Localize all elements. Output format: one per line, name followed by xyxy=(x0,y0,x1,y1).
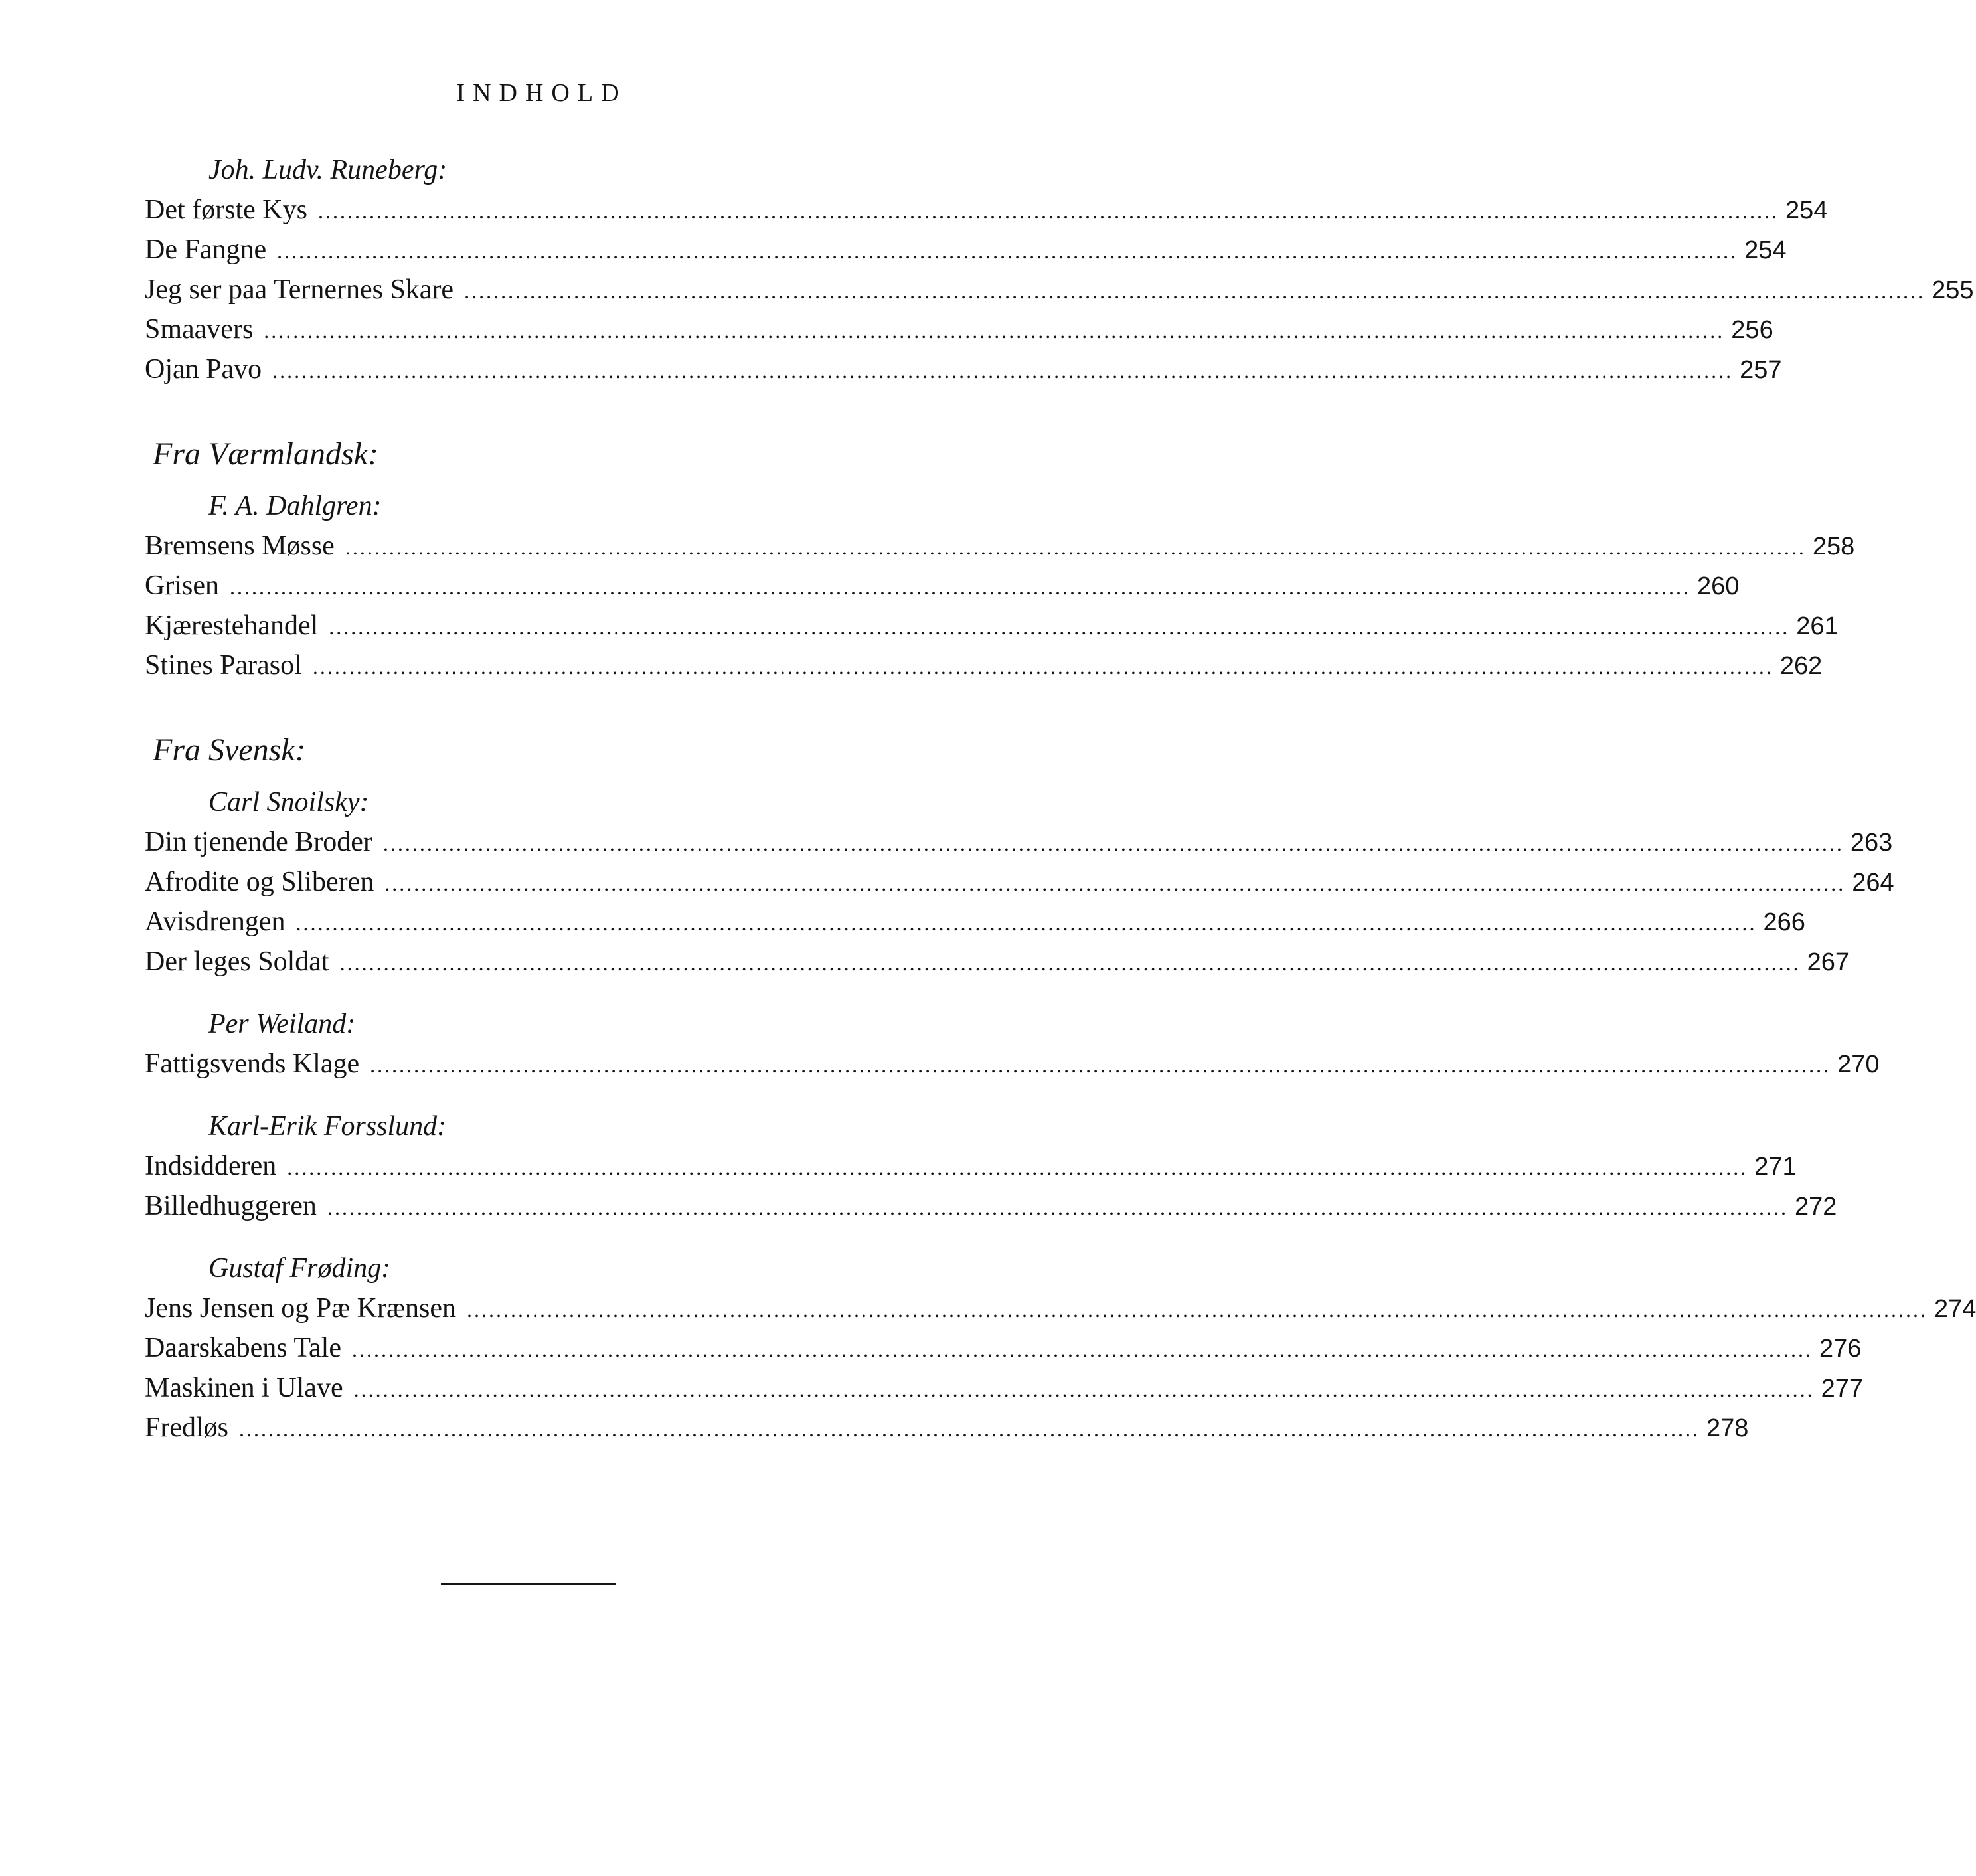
entry-title: Bremsens Møsse xyxy=(145,531,335,561)
entry-page-number: 277 xyxy=(1821,1375,1863,1403)
entry-title: Stines Parasol xyxy=(145,650,302,681)
entry-page-number: 254 xyxy=(1785,197,1828,224)
entry-page-number: 274 xyxy=(1934,1295,1976,1323)
entry-title: Kjærestehandel xyxy=(145,610,319,641)
dot-leader: ........................................................................................................................................................................................................ xyxy=(317,199,1779,223)
toc-section xyxy=(145,730,1976,1452)
dot-leader: ........................................................................................................................................................................................................ xyxy=(229,575,1690,599)
dot-leader: ........................................................................................................................................................................................................ xyxy=(353,1377,1815,1401)
entry-title: Grisen xyxy=(145,570,219,601)
toc-entry[interactable] xyxy=(145,313,1773,353)
table-of-contents xyxy=(145,151,1976,1452)
toc-entry[interactable] xyxy=(145,1150,1797,1190)
dot-leader: ........................................................................................................................................................................................................ xyxy=(464,279,1926,303)
entry-page-number: 256 xyxy=(1731,316,1773,344)
entry-title: Jens Jensen og Pæ Krænsen xyxy=(145,1293,456,1323)
toc-entry[interactable] xyxy=(145,946,1849,985)
entry-page-number: 263 xyxy=(1850,829,1893,857)
author-group xyxy=(145,151,1974,393)
toc-entry[interactable] xyxy=(145,1190,1837,1230)
toc-entry[interactable] xyxy=(145,866,1894,906)
toc-entry[interactable] xyxy=(145,274,1974,313)
toc-entry[interactable] xyxy=(145,649,1823,689)
dot-leader: ........................................................................................................................................................................................................ xyxy=(312,655,1773,679)
toc-section xyxy=(145,434,1855,689)
author-name: F. A. Dahlgren: xyxy=(208,491,382,521)
dot-leader: ........................................................................................................................................................................................................ xyxy=(382,831,1844,855)
entry-page-number: 270 xyxy=(1837,1051,1880,1078)
entry-title: Der leges Soldat xyxy=(145,946,329,977)
entry-page-number: 260 xyxy=(1696,572,1740,600)
entry-title: Smaavers xyxy=(145,314,254,345)
author-group xyxy=(145,784,1894,985)
dot-leader: ........................................................................................................................................................................................................ xyxy=(295,911,1757,935)
entry-page-number: 271 xyxy=(1754,1153,1797,1181)
author-name: Gustaf Frøding: xyxy=(208,1253,391,1284)
entry-page-number: 257 xyxy=(1740,356,1782,384)
author-name: Karl-Erik Forsslund: xyxy=(208,1111,447,1142)
author-group xyxy=(145,1250,1976,1452)
entry-title: Afrodite og Sliberen xyxy=(145,867,374,897)
section-heading: Fra Svensk: xyxy=(153,732,306,768)
dot-leader: ........................................................................................................................................................................................................ xyxy=(239,1417,1700,1441)
dot-leader: ........................................................................................................................................................................................................ xyxy=(339,951,1801,975)
entry-title: De Fangne xyxy=(145,234,267,265)
toc-entry[interactable] xyxy=(145,906,1805,946)
entry-page-number: 276 xyxy=(1819,1335,1862,1363)
author-name: Carl Snoilsky: xyxy=(208,787,369,817)
dot-leader: ........................................................................................................................................................................................................ xyxy=(287,1155,1748,1179)
dot-leader: ........................................................................................................................................................................................................ xyxy=(264,319,1725,343)
entry-title: Avisdrengen xyxy=(145,906,286,937)
author-group xyxy=(145,1005,1880,1088)
toc-entry[interactable] xyxy=(145,353,1782,393)
entry-page-number: 272 xyxy=(1794,1193,1837,1221)
toc-entry[interactable] xyxy=(145,570,1740,610)
entry-title: Daarskabens Tale xyxy=(145,1333,341,1363)
entry-page-number: 254 xyxy=(1744,236,1787,264)
toc-section xyxy=(145,151,1974,393)
dot-leader: ........................................................................................................................................................................................................ xyxy=(352,1337,1813,1361)
author-name: Per Weiland: xyxy=(208,1009,356,1039)
author-group xyxy=(145,1108,1837,1230)
dot-leader: ........................................................................................................................................................................................................ xyxy=(327,1195,1788,1219)
toc-entry[interactable] xyxy=(145,1372,1863,1412)
entry-title: Det første Kys xyxy=(145,195,307,225)
dot-leader: ........................................................................................................................................................................................................ xyxy=(384,871,1846,895)
entry-title: Maskinen i Ulave xyxy=(145,1373,343,1403)
toc-entry[interactable] xyxy=(145,610,1839,649)
page-title: INDHOLD xyxy=(456,79,627,107)
dot-leader: ........................................................................................................................................................................................................ xyxy=(370,1053,1831,1077)
entry-title: Fattigsvends Klage xyxy=(145,1049,360,1079)
closing-rule xyxy=(441,1583,616,1585)
author-group xyxy=(145,487,1855,689)
entry-page-number: 262 xyxy=(1779,652,1823,680)
dot-leader: ........................................................................................................................................................................................................ xyxy=(467,1298,1928,1322)
entry-page-number: 278 xyxy=(1706,1414,1749,1442)
author-name: Joh. Ludv. Runeberg: xyxy=(208,155,448,185)
toc-entry[interactable] xyxy=(145,1412,1749,1452)
toc-entry[interactable] xyxy=(145,826,1893,866)
entry-title: Fredløs xyxy=(145,1412,228,1443)
toc-entry[interactable] xyxy=(145,194,1828,234)
toc-entry[interactable] xyxy=(145,1048,1880,1088)
entry-title: Billedhuggeren xyxy=(145,1191,317,1221)
entry-title: Indsidderen xyxy=(145,1151,277,1181)
toc-entry[interactable] xyxy=(145,1292,1976,1332)
dot-leader: ........................................................................................................................................................................................................ xyxy=(277,239,1738,263)
entry-page-number: 267 xyxy=(1807,948,1849,976)
dot-leader: ........................................................................................................................................................................................................ xyxy=(272,359,1734,383)
toc-entry[interactable] xyxy=(145,1332,1862,1372)
entry-title: Din tjenende Broder xyxy=(145,827,372,857)
toc-entry[interactable] xyxy=(145,530,1855,570)
dot-leader: ........................................................................................................................................................................................................ xyxy=(345,535,1806,559)
entry-page-number: 264 xyxy=(1852,869,1894,896)
entry-page-number: 255 xyxy=(1932,276,1974,304)
toc-entry[interactable] xyxy=(145,234,1787,274)
entry-title: Ojan Pavo xyxy=(145,354,262,384)
section-heading: Fra Værmlandsk: xyxy=(153,436,378,471)
entry-page-number: 258 xyxy=(1812,533,1855,560)
entry-title: Jeg ser paa Ternernes Skare xyxy=(145,274,454,305)
dot-leader: ........................................................................................................................................................................................................ xyxy=(329,615,1790,639)
entry-page-number: 266 xyxy=(1763,908,1805,936)
entry-page-number: 261 xyxy=(1796,612,1839,640)
